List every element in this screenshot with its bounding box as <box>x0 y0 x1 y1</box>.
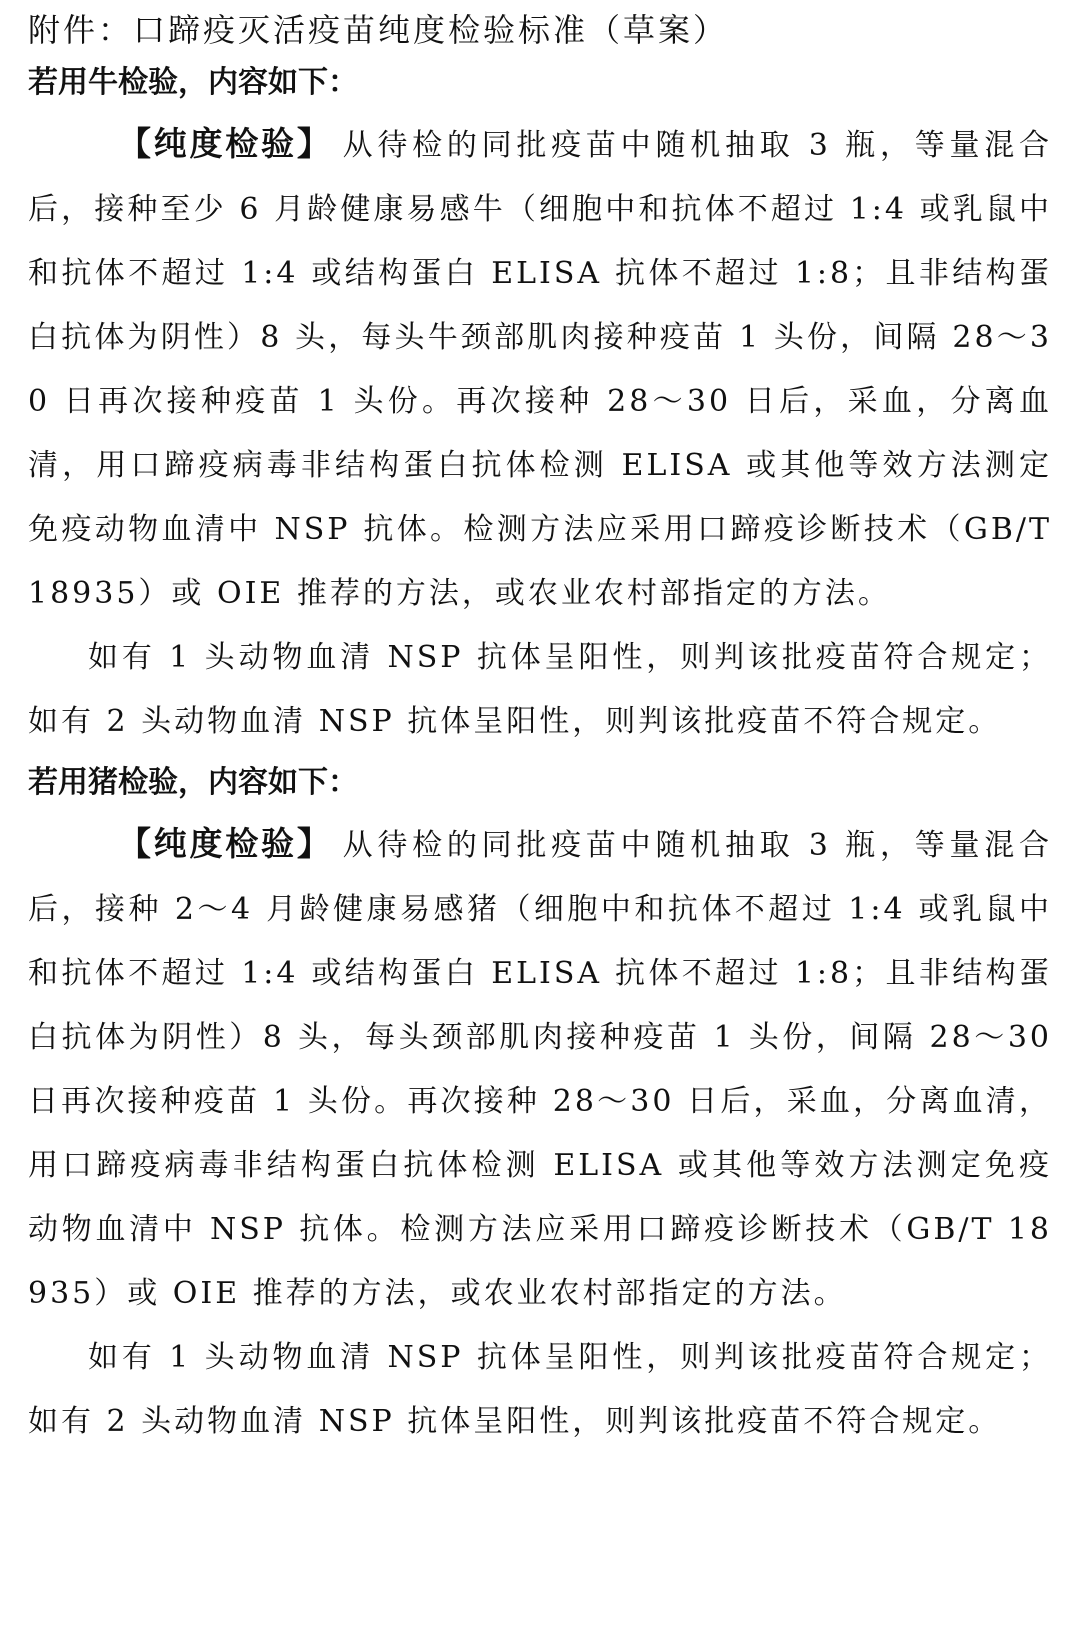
method-text-cattle: 从待检的同批疫苗中随机抽取 3 瓶，等量混合后，接种至少 6 月龄健康易感牛（细胞中和抗体不超过 1:4 或乳鼠中和抗体不超过 1:4 或结构蛋白 ELISA 抗体不超过 1:8；且非结构蛋白抗体为阴性）8 头，每头牛颈部肌肉接种疫苗 1 头份，间隔 28～30 日再次接种疫苗 1 头份。再次接种 28～30 日后，采血，分离血清，用口蹄疫病毒非结构蛋白抗体检测 ELISA 或其他等效方法测定免疫动物血清中 NSP 抗体。检测方法应采用口蹄疫诊断技术（GB/T 18935）或 OIE 推荐的方法，或农业农村部指定的方法。 <box>28 128 1052 611</box>
purity-test-label: 【纯度检验】 <box>118 824 333 863</box>
section-heading-cattle: 若用牛检验，内容如下： <box>28 65 358 100</box>
document-title: 附件：口蹄疫灭活疫苗纯度检验标准（草案） <box>28 11 729 49</box>
judgement-paragraph-cattle: 如有 1 头动物血清 NSP 抗体呈阳性，则判该批疫苗符合规定；如有 2 头动物血清 NSP 抗体呈阳性，则判该批疫苗不符合规定。 <box>28 640 1052 739</box>
purity-test-label: 【纯度检验】 <box>118 124 333 163</box>
section-heading-pig: 若用猪检验，内容如下： <box>28 765 358 800</box>
method-paragraph-cattle <box>28 112 1052 626</box>
judgement-paragraph-pig: 如有 1 头动物血清 NSP 抗体呈阳性，则判该批疫苗符合规定；如有 2 头动物血清 NSP 抗体呈阳性，则判该批疫苗不符合规定。 <box>28 1340 1052 1439</box>
method-text-pig: 从待检的同批疫苗中随机抽取 3 瓶，等量混合后，接种 2～4 月龄健康易感猪（细胞中和抗体不超过 1:4 或乳鼠中和抗体不超过 1:4 或结构蛋白 ELISA 抗体不超过 1:8；且非结构蛋白抗体为阴性）8 头，每头颈部肌肉接种疫苗 1 头份，间隔 28～30 日再次接种疫苗 1 头份。再次接种 28～30 日后，采血，分离血清，用口蹄疫病毒非结构蛋白抗体检测 ELISA 或其他等效方法测定免疫动物血清中 NSP 抗体。检测方法应采用口蹄疫诊断技术（GB/T 18935）或 OIE 推荐的方法，或农业农村部指定的方法。 <box>28 828 1052 1311</box>
method-paragraph-pig <box>28 812 1052 1326</box>
section-cattle <box>28 54 1052 754</box>
section-pig <box>28 754 1052 1454</box>
